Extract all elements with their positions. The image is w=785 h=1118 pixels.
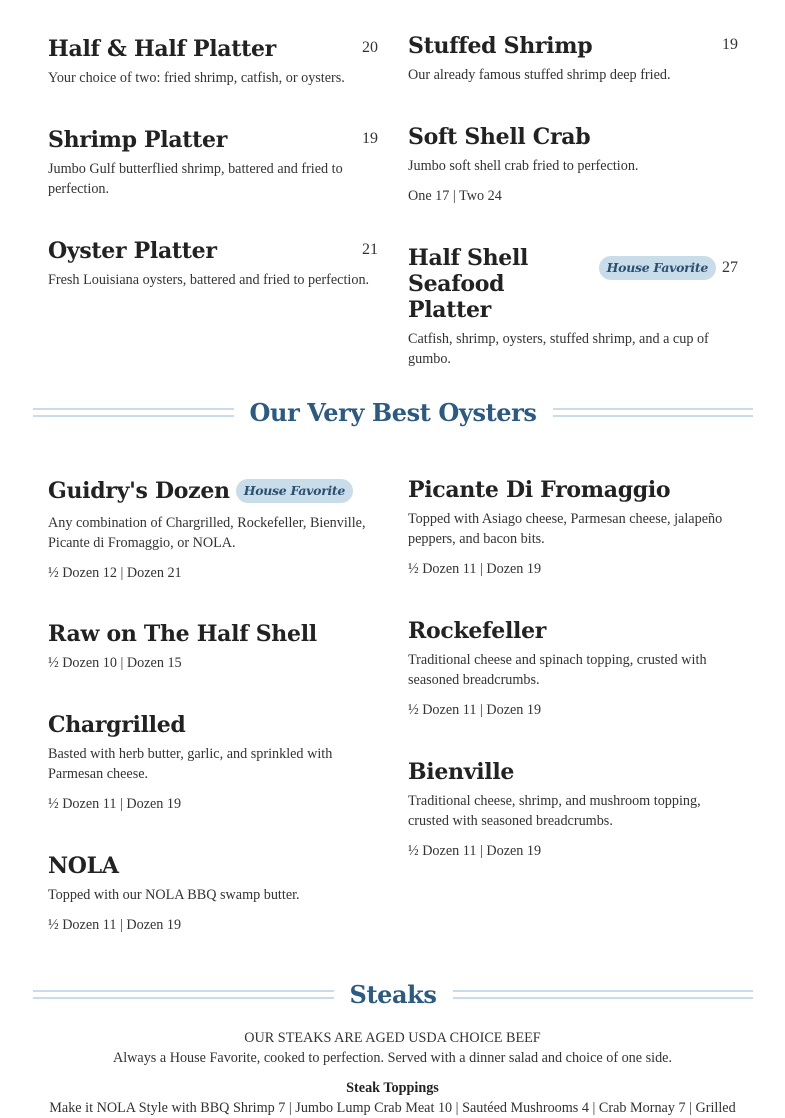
- menu-item-nola: [48, 853, 378, 935]
- item-pricing: ½ Dozen 12 | Dozen 21: [48, 565, 182, 581]
- house-favorite-badge: House Favorite: [599, 256, 716, 280]
- divider-rule: [453, 990, 754, 999]
- steaks-aging-note: OUR STEAKS ARE AGED USDA CHOICE BEEF: [244, 1030, 541, 1046]
- item-price: 19: [362, 130, 378, 147]
- item-name: Bienville: [408, 759, 515, 785]
- steaks-description: Always a House Favorite, cooked to perfection. Served with a dinner salad and choice of one side.: [112, 1050, 673, 1066]
- menu-item-half-shell-seafood-platter: [408, 245, 738, 369]
- item-name: Half & Half Platter: [48, 36, 276, 62]
- item-description: Traditional cheese, shrimp, and mushroom topping, crusted with seasoned breadcrumbs.: [408, 793, 701, 829]
- item-description: Topped with Asiago cheese, Parmesan cheese, jalapeño peppers, and bacon bits.: [408, 511, 723, 547]
- steak-toppings-list: Make it NOLA Style with BBQ Shrimp 7 | Jumbo Lump Crab Meat 10 | Sautéed Mushrooms 4 | Crab Mornay 7 | Grilled: [49, 1100, 736, 1116]
- item-name: NOLA: [48, 853, 119, 879]
- item-description: Catfish, shrimp, oysters, stuffed shrimp, and a cup of gumbo.: [408, 331, 709, 367]
- item-pricing: ½ Dozen 11 | Dozen 19: [408, 843, 542, 859]
- menu-item-oyster-platter: [48, 238, 378, 290]
- item-description: Your choice of two: fried shrimp, catfish, or oysters.: [48, 70, 345, 86]
- item-name: Half Shell Seafood Platter: [408, 245, 529, 323]
- item-description: Basted with herb butter, garlic, and sprinkled with Parmesan cheese.: [48, 746, 333, 782]
- item-pricing: One 17 | Two 24: [408, 188, 502, 204]
- menu-item-bienville: [408, 759, 738, 861]
- item-description: Topped with our NOLA BBQ swamp butter.: [48, 887, 300, 903]
- item-price: 20: [362, 39, 378, 56]
- menu-item-chargrilled: [48, 712, 378, 814]
- item-name: Stuffed Shrimp: [408, 33, 593, 59]
- item-price: 27: [722, 259, 738, 276]
- item-description: Our already famous stuffed shrimp deep fried.: [408, 67, 671, 83]
- menu-item-soft-shell-crab: [408, 124, 738, 206]
- menu-item-shrimp-platter: [48, 127, 378, 199]
- item-price: 21: [362, 241, 378, 258]
- item-pricing: ½ Dozen 11 | Dozen 19: [408, 702, 542, 718]
- divider-rule: [33, 408, 234, 417]
- section-header-steaks: [33, 980, 753, 1009]
- divider-rule: [553, 408, 754, 417]
- menu-item-half-half-platter: [48, 36, 378, 88]
- menu-item-raw-on-the-half-shell: [48, 621, 378, 673]
- steak-toppings-title: Steak Toppings: [346, 1080, 439, 1096]
- item-name: Chargrilled: [48, 712, 186, 738]
- item-description: Jumbo soft shell crab fried to perfection.: [408, 158, 639, 174]
- menu-item-stuffed-shrimp: [408, 33, 738, 85]
- item-name: Shrimp Platter: [48, 127, 228, 153]
- menu-item-rockefeller: [408, 618, 738, 720]
- item-description: Traditional cheese and spinach topping, crusted with seasoned breadcrumbs.: [408, 652, 707, 688]
- section-title: Steaks: [349, 980, 437, 1009]
- divider-rule: [33, 990, 334, 999]
- section-header-oysters: [33, 398, 753, 427]
- item-price: 19: [722, 36, 738, 53]
- section-title: Our Very Best Oysters: [249, 398, 537, 427]
- item-pricing: ½ Dozen 11 | Dozen 19: [408, 561, 542, 577]
- item-name: Soft Shell Crab: [408, 124, 591, 150]
- menu-item-picante-di-fromaggio: [408, 477, 738, 579]
- menu-item-guidrys-dozen: [48, 478, 378, 583]
- item-name: Rockefeller: [408, 618, 547, 644]
- item-description: Any combination of Chargrilled, Rockefeller, Bienville, Picante di Fromaggio, or NOLA.: [48, 515, 366, 551]
- item-name: Raw on The Half Shell: [48, 621, 317, 647]
- item-pricing: ½ Dozen 10 | Dozen 15: [48, 655, 182, 671]
- item-pricing: ½ Dozen 11 | Dozen 19: [48, 917, 182, 933]
- item-name: Picante Di Fromaggio: [408, 477, 671, 503]
- item-description: Fresh Louisiana oysters, battered and fried to perfection.: [48, 272, 370, 288]
- item-name: Oyster Platter: [48, 238, 217, 264]
- item-pricing: ½ Dozen 11 | Dozen 19: [48, 796, 182, 812]
- item-description: Jumbo Gulf butterflied shrimp, battered and fried to perfection.: [48, 161, 343, 197]
- house-favorite-badge: House Favorite: [236, 479, 353, 503]
- item-name: Guidry's Dozen: [48, 478, 230, 504]
